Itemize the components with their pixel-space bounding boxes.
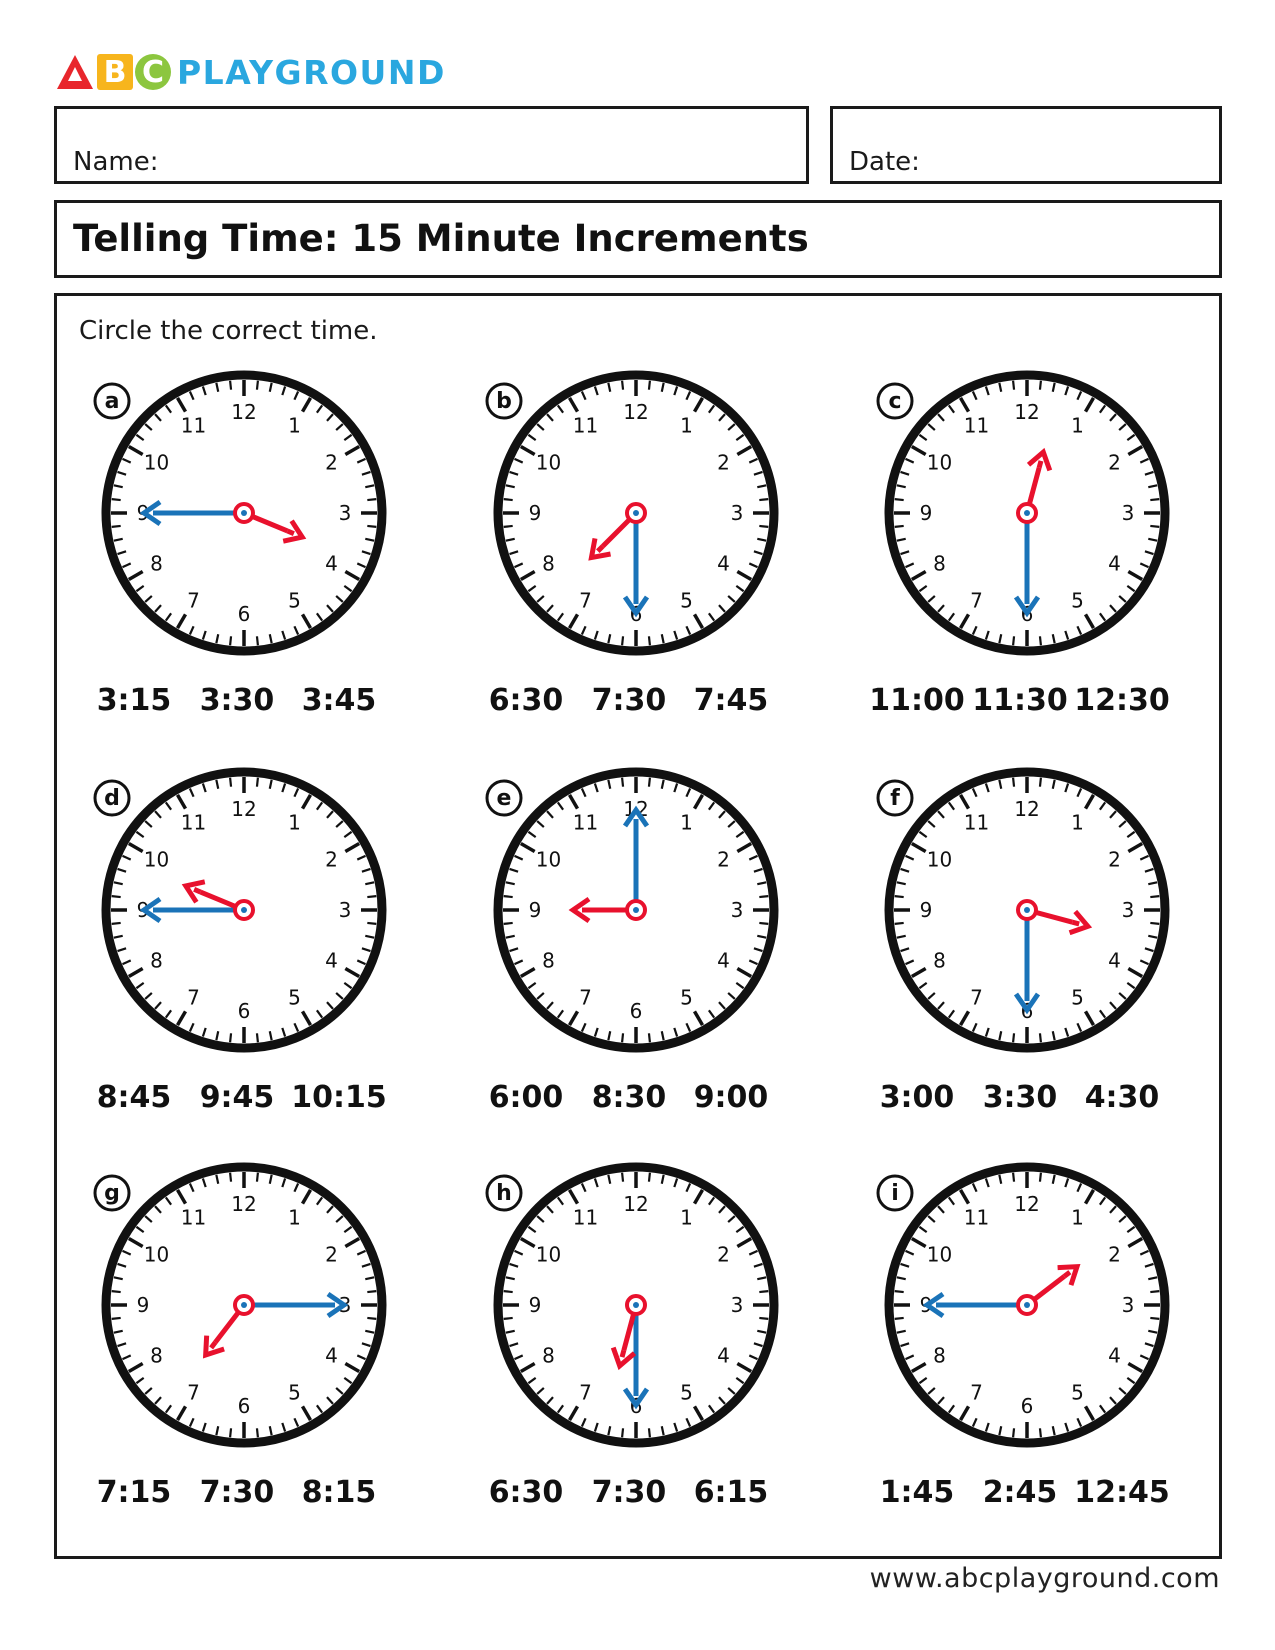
clock-letter-badge [875, 1173, 915, 1213]
answer-options-c [869, 683, 1177, 723]
clock-numeral: 3 [338, 501, 352, 525]
clock-numeral: 12 [1014, 400, 1040, 424]
logo-letter-a [55, 53, 95, 91]
minute-tick [1040, 778, 1041, 787]
clock-letter-badge [875, 778, 915, 818]
minute-tick [257, 1173, 258, 1182]
minute-tick [1150, 526, 1159, 527]
answer-option[interactable]: 8:15 [301, 1475, 377, 1510]
clock-numeral: 2 [717, 450, 730, 475]
clock-numeral: 8 [150, 948, 163, 973]
minute-tick [257, 636, 258, 645]
clock-numeral: 2 [717, 1242, 730, 1267]
clock-numeral: 3 [338, 1293, 352, 1317]
clock-numeral: 7 [970, 1380, 983, 1405]
minute-tick [1150, 923, 1159, 924]
minute-tick [759, 1291, 768, 1292]
clock-numeral: 11 [572, 1205, 599, 1230]
answer-options-b [486, 683, 786, 723]
clock-g [101, 1162, 387, 1448]
clock-numeral: 1 [1071, 810, 1084, 835]
clock-numeral: 6 [629, 999, 643, 1023]
minute-tick [257, 1428, 258, 1437]
clock-numeral: 5 [288, 1380, 301, 1405]
clock-numeral: 7 [187, 985, 200, 1010]
minute-tick [895, 923, 904, 924]
clock-numeral: 8 [542, 1343, 555, 1368]
minute-tick [1150, 896, 1159, 897]
minute-tick [1013, 1173, 1014, 1182]
minute-tick [230, 1428, 231, 1437]
answer-option[interactable]: 3:30 [982, 1080, 1058, 1115]
minute-tick [622, 1173, 623, 1182]
clock-numeral: 10 [926, 1242, 953, 1267]
minute-tick [1150, 499, 1159, 500]
clock-numeral: 11 [180, 413, 207, 438]
minute-tick [1040, 636, 1041, 645]
clock-numeral: 9 [528, 501, 542, 525]
clock-d [101, 767, 387, 1053]
minute-tick [649, 1428, 650, 1437]
clock-numeral: 10 [926, 847, 953, 872]
clock-numeral: 12 [231, 400, 257, 424]
answer-options-d [94, 1080, 394, 1120]
answer-option[interactable]: 3:45 [301, 683, 377, 718]
clock-letter: h [496, 1181, 512, 1206]
clock-numeral: 5 [1071, 985, 1084, 1010]
minute-tick [112, 1318, 121, 1319]
minute-tick [504, 923, 513, 924]
clock-i [884, 1162, 1170, 1448]
clock-numeral: 11 [963, 413, 990, 438]
clock-numeral: 3 [338, 898, 352, 922]
clock-numeral: 1 [288, 413, 301, 438]
answer-option[interactable]: 11:00 [869, 683, 965, 718]
answer-options-e [486, 1080, 786, 1120]
answer-option[interactable]: 11:30 [972, 683, 1068, 718]
clock-letter: i [891, 1181, 899, 1206]
clock-numeral: 9 [919, 501, 933, 525]
minute-tick [622, 1033, 623, 1042]
logo-letter-b: B [97, 54, 133, 90]
clock-numeral: 1 [680, 1205, 693, 1230]
minute-tick [1013, 381, 1014, 390]
minute-tick [759, 923, 768, 924]
answer-option[interactable]: 8:45 [96, 1080, 172, 1115]
answer-options-a [94, 683, 394, 723]
clock-numeral: 4 [325, 1343, 338, 1368]
minute-tick [230, 636, 231, 645]
clock-numeral: 1 [288, 810, 301, 835]
clock-numeral: 4 [717, 1343, 730, 1368]
clock-numeral: 10 [143, 847, 170, 872]
name-field[interactable] [54, 106, 809, 184]
clock-numeral: 6 [629, 602, 643, 626]
minute-tick [649, 636, 650, 645]
clock-numeral: 12 [231, 797, 257, 821]
clock-numeral: 8 [933, 948, 946, 973]
minute-tick [759, 1318, 768, 1319]
clock-b [493, 370, 779, 656]
minute-tick [895, 499, 904, 500]
clock-numeral: 9 [136, 1293, 150, 1317]
title-box [54, 200, 1222, 278]
answer-option[interactable]: 6:30 [488, 683, 564, 718]
clock-numeral: 6 [237, 999, 251, 1023]
clock-numeral: 6 [237, 1394, 251, 1418]
minute-tick [1013, 778, 1014, 787]
answer-option[interactable]: 6:00 [488, 1080, 564, 1115]
minute-tick [1013, 1033, 1014, 1042]
clock-numeral: 8 [542, 948, 555, 973]
clock-numeral: 4 [1108, 948, 1121, 973]
clock-numeral: 11 [963, 1205, 990, 1230]
clock-numeral: 7 [970, 985, 983, 1010]
clock-numeral: 9 [919, 898, 933, 922]
minute-tick [112, 923, 121, 924]
minute-tick [367, 1291, 376, 1292]
minute-tick [895, 1318, 904, 1319]
clock-numeral: 6 [1020, 1394, 1034, 1418]
answer-options-f [877, 1080, 1177, 1120]
clock-numeral: 7 [579, 588, 592, 613]
minute-tick [622, 381, 623, 390]
clock-numeral: 8 [150, 551, 163, 576]
clock-numeral: 9 [919, 1293, 933, 1317]
minute-tick [504, 1291, 513, 1292]
clock-numeral: 7 [187, 1380, 200, 1405]
minute-tick [1013, 636, 1014, 645]
clock-letter-badge [92, 1173, 132, 1213]
clock-numeral: 4 [325, 948, 338, 973]
answer-option[interactable]: 12:45 [1074, 1475, 1170, 1510]
answer-option[interactable]: 6:15 [693, 1475, 769, 1510]
clock-numeral: 3 [730, 1293, 744, 1317]
clock-e [493, 767, 779, 1053]
minute-tick [649, 381, 650, 390]
clock-numeral: 6 [629, 1394, 643, 1418]
minute-tick [895, 1291, 904, 1292]
clock-numeral: 4 [325, 551, 338, 576]
clock-a [101, 370, 387, 656]
clock-letter-badge [484, 1173, 524, 1213]
minute-tick [367, 499, 376, 500]
minute-tick [759, 896, 768, 897]
name-label: Name: [73, 147, 159, 177]
answer-option[interactable]: 3:00 [879, 1080, 955, 1115]
answer-options-g [94, 1475, 394, 1515]
answer-options-h [486, 1475, 786, 1515]
minute-tick [504, 526, 513, 527]
minute-tick [112, 526, 121, 527]
answer-option[interactable]: 7:15 [96, 1475, 172, 1510]
minute-tick [257, 1033, 258, 1042]
minute-tick [622, 778, 623, 787]
answer-option[interactable]: 1:45 [879, 1475, 955, 1510]
clock-numeral: 3 [730, 898, 744, 922]
minute-tick [1150, 1318, 1159, 1319]
clock-c [884, 370, 1170, 656]
clock-numeral: 2 [1108, 847, 1121, 872]
clock-numeral: 10 [535, 847, 562, 872]
clock-letter: b [496, 389, 512, 414]
clock-numeral: 5 [1071, 1380, 1084, 1405]
clock-numeral: 12 [623, 1192, 649, 1216]
clock-numeral: 2 [717, 847, 730, 872]
clock-numeral: 11 [180, 810, 207, 835]
clock-numeral: 3 [1121, 501, 1135, 525]
clock-numeral: 1 [1071, 1205, 1084, 1230]
clock-numeral: 5 [288, 985, 301, 1010]
answer-options-i [877, 1475, 1177, 1515]
clock-numeral: 2 [1108, 450, 1121, 475]
minute-tick [367, 1318, 376, 1319]
minute-tick [1040, 1428, 1041, 1437]
clock-letter: f [890, 786, 900, 811]
clock-letter: c [888, 389, 902, 414]
minute-tick [1040, 1173, 1041, 1182]
clock-letter-badge [484, 778, 524, 818]
minute-tick [895, 526, 904, 527]
clock-numeral: 10 [143, 450, 170, 475]
clock-numeral: 11 [572, 810, 599, 835]
clock-numeral: 5 [680, 588, 693, 613]
minute-tick [649, 1033, 650, 1042]
answer-option[interactable]: 9:45 [199, 1080, 275, 1115]
clock-numeral: 4 [1108, 551, 1121, 576]
answer-option[interactable]: 3:15 [96, 683, 172, 718]
clock-numeral: 5 [680, 1380, 693, 1405]
logo-letter-c: C [135, 54, 171, 90]
answer-option[interactable]: 6:30 [488, 1475, 564, 1510]
minute-tick [257, 778, 258, 787]
minute-tick [1150, 1291, 1159, 1292]
minute-tick [759, 526, 768, 527]
clock-letter-badge [484, 381, 524, 421]
answer-option[interactable]: 12:30 [1074, 683, 1170, 718]
clock-letter-badge [875, 381, 915, 421]
clock-numeral: 5 [1071, 588, 1084, 613]
minute-tick [230, 381, 231, 390]
worksheet-title: Telling Time: 15 Minute Increments [73, 217, 809, 260]
answer-option[interactable]: 9:00 [693, 1080, 769, 1115]
clock-numeral: 11 [963, 810, 990, 835]
minute-tick [504, 1318, 513, 1319]
logo-wordmark: PLAYGROUND [177, 52, 446, 92]
answer-option[interactable]: 7:30 [591, 1475, 667, 1510]
clock-numeral: 1 [288, 1205, 301, 1230]
clock-numeral: 11 [572, 413, 599, 438]
clock-numeral: 5 [680, 985, 693, 1010]
clock-numeral: 9 [528, 1293, 542, 1317]
clock-numeral: 7 [187, 588, 200, 613]
clock-numeral: 12 [623, 400, 649, 424]
clock-numeral: 2 [325, 450, 338, 475]
minute-tick [367, 896, 376, 897]
clock-letter-badge [92, 778, 132, 818]
clock-h [493, 1162, 779, 1448]
clock-numeral: 10 [143, 1242, 170, 1267]
clock-numeral: 8 [933, 1343, 946, 1368]
answer-option[interactable]: 7:30 [199, 1475, 275, 1510]
clock-numeral: 9 [136, 501, 150, 525]
clock-numeral: 1 [1071, 413, 1084, 438]
minute-tick [1013, 1428, 1014, 1437]
footer-url: www.abcplayground.com [869, 1563, 1220, 1594]
minute-tick [895, 896, 904, 897]
clock-numeral: 8 [933, 551, 946, 576]
date-field[interactable] [830, 106, 1222, 184]
clock-numeral: 5 [288, 588, 301, 613]
minute-tick [367, 923, 376, 924]
exercise-area [54, 293, 1222, 1559]
clock-numeral: 4 [717, 551, 730, 576]
clock-numeral: 10 [926, 450, 953, 475]
minute-tick [112, 896, 121, 897]
minute-tick [622, 1428, 623, 1437]
clock-numeral: 7 [579, 1380, 592, 1405]
clock-numeral: 9 [528, 898, 542, 922]
clock-letter: e [496, 786, 512, 811]
minute-tick [504, 499, 513, 500]
clock-letter: a [104, 389, 120, 414]
clock-numeral: 6 [1020, 602, 1034, 626]
clock-numeral: 9 [136, 898, 150, 922]
clock-letter-badge [92, 381, 132, 421]
clock-numeral: 11 [180, 1205, 207, 1230]
clock-numeral: 8 [150, 1343, 163, 1368]
minute-tick [649, 778, 650, 787]
minute-tick [112, 1291, 121, 1292]
clock-numeral: 2 [1108, 1242, 1121, 1267]
clock-numeral: 10 [535, 1242, 562, 1267]
minute-tick [622, 636, 623, 645]
clock-numeral: 2 [325, 847, 338, 872]
minute-tick [1040, 381, 1041, 390]
clock-numeral: 12 [231, 1192, 257, 1216]
answer-option[interactable]: 2:45 [982, 1475, 1058, 1510]
answer-option[interactable]: 3:30 [199, 683, 275, 718]
answer-option[interactable]: 4:30 [1084, 1080, 1160, 1115]
minute-tick [759, 499, 768, 500]
minute-tick [367, 526, 376, 527]
clock-numeral: 12 [1014, 797, 1040, 821]
answer-option[interactable]: 10:15 [291, 1080, 387, 1115]
clock-f [884, 767, 1170, 1053]
minute-tick [230, 778, 231, 787]
clock-letter: g [104, 1181, 120, 1206]
clock-numeral: 6 [1020, 999, 1034, 1023]
clock-numeral: 7 [579, 985, 592, 1010]
answer-option[interactable]: 8:30 [591, 1080, 667, 1115]
clock-numeral: 12 [623, 797, 649, 821]
clock-letter: d [104, 786, 120, 811]
clock-numeral: 3 [730, 501, 744, 525]
clock-numeral: 4 [717, 948, 730, 973]
clock-numeral: 3 [1121, 898, 1135, 922]
minute-tick [230, 1033, 231, 1042]
instruction-text: Circle the correct time. [79, 316, 378, 346]
clock-numeral: 8 [542, 551, 555, 576]
clock-numeral: 6 [237, 602, 251, 626]
clock-numeral: 7 [970, 588, 983, 613]
clock-numeral: 12 [1014, 1192, 1040, 1216]
minute-tick [504, 896, 513, 897]
clock-numeral: 4 [1108, 1343, 1121, 1368]
clock-numeral: 10 [535, 450, 562, 475]
clock-numeral: 1 [680, 413, 693, 438]
clock-numeral: 3 [1121, 1293, 1135, 1317]
clock-numeral: 2 [325, 1242, 338, 1267]
minute-tick [112, 499, 121, 500]
answer-option[interactable]: 7:45 [693, 683, 769, 718]
clock-numeral: 1 [680, 810, 693, 835]
minute-tick [649, 1173, 650, 1182]
date-label: Date: [849, 147, 920, 177]
answer-option[interactable]: 7:30 [591, 683, 667, 718]
minute-tick [1040, 1033, 1041, 1042]
brand-logo [55, 52, 446, 92]
minute-tick [257, 381, 258, 390]
minute-tick [230, 1173, 231, 1182]
